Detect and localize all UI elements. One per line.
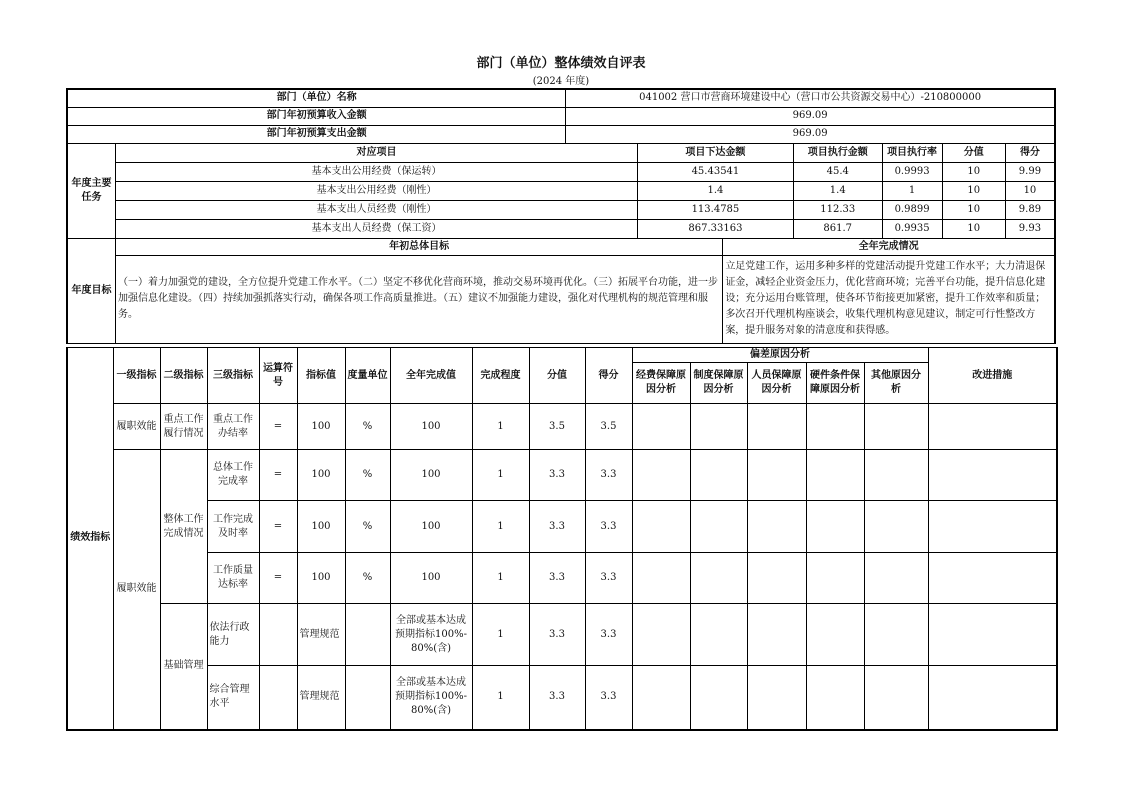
indicator-unit: % [345,501,390,553]
hardware-reason-cell [806,666,864,730]
task-rate: 0.9993 [882,162,942,181]
goals-target-text: （一）着力加强党的建设，全方位提升党建工作水平。（二）坚定不移优化营商环境，推动交易环境再优化。（三）拓展平台功能，进一步加强信息化建设。（四）持续加强抓落实行动，确保各项工作高质量推进。（五）建议不加强能力建设，强化对代理机构的规范管理和服务。 [116,255,723,343]
other-reason-cell [864,404,928,450]
indicator-score-value: 3.3 [529,501,585,553]
indicator-degree: 1 [472,501,529,553]
task-score-value: 10 [942,162,1005,181]
indicator-unit: % [345,404,390,450]
indicator-actual: 100 [390,450,472,501]
other-reason-cell [864,553,928,604]
other-reason-cell [864,666,928,730]
indicator-level2: 基础管理 [160,604,207,730]
hardware-reason-cell [806,501,864,553]
indicator-operator: = [259,450,297,501]
staff-reason-cell [747,553,806,604]
fund-reason-cell [632,553,690,604]
task-score-value: 10 [942,219,1005,238]
task-executed: 45.4 [793,162,882,181]
col-degree: 完成程度 [472,348,529,404]
goals-section-label: 年度目标 [67,238,116,343]
indicator-score: 3.3 [585,450,632,501]
indicator-level3: 重点工作办结率 [207,404,259,450]
indicator-level2: 重点工作履行情况 [160,404,207,450]
other-reason-cell [864,450,928,501]
col-staff-reason: 人员保障原因分析 [747,363,806,404]
indicator-level3: 总体工作完成率 [207,450,259,501]
col-improve: 改进措施 [928,348,1057,404]
hardware-reason-cell [806,604,864,666]
indicator-score-value: 3.5 [529,404,585,450]
indicator-level3: 工作完成及时率 [207,501,259,553]
indicator-row [67,604,1057,666]
indicator-actual: 全部或基本达成预期指标100%-80%(含) [390,666,472,730]
tasks-col-allocated: 项目下达金额 [637,143,793,162]
improve-cell [928,450,1057,501]
system-reason-cell [690,553,747,604]
fund-reason-cell [632,666,690,730]
col-deviation: 偏差原因分析 [632,348,928,363]
indicator-actual: 100 [390,404,472,450]
indicator-score-value: 3.3 [529,450,585,501]
improve-cell [928,501,1057,553]
indicator-target: 100 [297,404,345,450]
unit-name-value: 041002 营口市营商环境建设中心（营口市公共资源交易中心）-210800000 [566,89,1055,107]
col-level1: 一级指标 [113,348,160,404]
indicator-actual: 全部或基本达成预期指标100%-80%(含) [390,604,472,666]
indicator-degree: 1 [472,450,529,501]
indicator-level3: 依法行政能力 [207,604,259,666]
col-target: 指标值 [297,348,345,404]
summary-table [66,88,1056,344]
other-reason-cell [864,604,928,666]
staff-reason-cell [747,604,806,666]
goals-completion-header: 全年完成情况 [723,238,1055,255]
improve-cell [928,666,1057,730]
staff-reason-cell [747,501,806,553]
indicator-row [67,666,1057,730]
col-level3: 三级指标 [207,348,259,404]
col-fund-reason: 经费保障原因分析 [632,363,690,404]
system-reason-cell [690,666,747,730]
indicator-score-value: 3.3 [529,604,585,666]
indicator-score-value: 3.3 [529,666,585,730]
task-project: 基本支出公用经费（保运转） [116,162,638,181]
other-reason-cell [864,501,928,553]
tasks-col-rate: 项目执行率 [882,143,942,162]
page-subtitle: (2024 年度) [532,76,590,87]
unit-name-label: 部门（单位）名称 [67,89,566,107]
col-hardware-reason: 硬件条件保障原因分析 [806,363,864,404]
indicators-table [66,347,1058,731]
indicator-level1: 履职效能 [113,450,160,730]
indicator-operator: = [259,404,297,450]
expense-value: 969.09 [566,125,1055,143]
col-unit: 度量单位 [345,348,390,404]
col-level2: 二级指标 [160,348,207,404]
indicator-actual: 100 [390,553,472,604]
col-system-reason: 制度保障原因分析 [690,363,747,404]
system-reason-cell [690,450,747,501]
col-score-value: 分值 [529,348,585,404]
indicator-operator: = [259,501,297,553]
task-row [67,162,1055,181]
indicator-degree: 1 [472,404,529,450]
task-allocated: 45.43541 [637,162,793,181]
task-executed: 1.4 [793,181,882,200]
task-executed: 861.7 [793,219,882,238]
tasks-col-project: 对应项目 [116,143,638,162]
income-value: 969.09 [566,107,1055,125]
indicator-level1: 履职效能 [113,404,160,450]
fund-reason-cell [632,604,690,666]
indicator-score: 3.5 [585,404,632,450]
task-score-value: 10 [942,181,1005,200]
indicator-actual: 100 [390,501,472,553]
task-score: 9.93 [1005,219,1055,238]
tasks-section-label: 年度主要任务 [67,143,116,238]
improve-cell [928,404,1057,450]
indicator-target: 100 [297,501,345,553]
system-reason-cell [690,404,747,450]
indicator-unit: % [345,553,390,604]
indicator-operator [259,666,297,730]
task-row [67,219,1055,238]
indicator-score: 3.3 [585,604,632,666]
goals-target-header: 年初总体目标 [116,238,723,255]
indicator-score-value: 3.3 [529,553,585,604]
indicator-score: 3.3 [585,553,632,604]
hardware-reason-cell [806,404,864,450]
indicator-operator: = [259,553,297,604]
task-executed: 112.33 [793,200,882,219]
task-allocated: 113.4785 [637,200,793,219]
task-score: 9.99 [1005,162,1055,181]
task-row [67,181,1055,200]
indicator-level2: 整体工作完成情况 [160,450,207,604]
tasks-col-executed: 项目执行金额 [793,143,882,162]
task-rate: 0.9935 [882,219,942,238]
indicator-level3: 综合管理水平 [207,666,259,730]
staff-reason-cell [747,404,806,450]
staff-reason-cell [747,450,806,501]
task-score: 10 [1005,181,1055,200]
col-actual: 全年完成值 [390,348,472,404]
task-project: 基本支出人员经费（保工资） [116,219,638,238]
indicator-row [67,553,1057,604]
indicator-score: 3.3 [585,501,632,553]
indicator-row [67,501,1057,553]
indicator-target: 管理规范 [297,604,345,666]
task-rate: 1 [882,181,942,200]
task-score-value: 10 [942,200,1005,219]
task-project: 基本支出公用经费（刚性） [116,181,638,200]
col-other-reason: 其他原因分析 [864,363,928,404]
task-score: 9.89 [1005,200,1055,219]
fund-reason-cell [632,501,690,553]
indicator-degree: 1 [472,666,529,730]
indicator-operator [259,604,297,666]
tasks-col-score: 得分 [1005,143,1055,162]
indicator-level3: 工作质量达标率 [207,553,259,604]
improve-cell [928,553,1057,604]
indicator-unit: % [345,450,390,501]
task-rate: 0.9899 [882,200,942,219]
staff-reason-cell [747,666,806,730]
col-operator: 运算符号 [259,348,297,404]
system-reason-cell [690,501,747,553]
indicator-unit [345,604,390,666]
indicator-target: 管理规范 [297,666,345,730]
fund-reason-cell [632,404,690,450]
fund-reason-cell [632,450,690,501]
task-project: 基本支出人员经费（刚性） [116,200,638,219]
indicator-row [67,404,1057,450]
income-label: 部门年初预算收入金额 [67,107,566,125]
indicator-unit [345,666,390,730]
indicator-target: 100 [297,553,345,604]
indicators-section-label: 绩效指标 [67,348,113,730]
indicator-target: 100 [297,450,345,501]
task-row [67,200,1055,219]
indicator-degree: 1 [472,604,529,666]
col-score: 得分 [585,348,632,404]
hardware-reason-cell [806,553,864,604]
page-title: 部门（单位）整体绩效自评表 [476,56,646,71]
task-allocated: 867.33163 [637,219,793,238]
improve-cell [928,604,1057,666]
indicator-score: 3.3 [585,666,632,730]
expense-label: 部门年初预算支出金额 [67,125,566,143]
system-reason-cell [690,604,747,666]
hardware-reason-cell [806,450,864,501]
goals-completion-text: 立足党建工作，运用多种多样的党建活动提升党建工作水平；大力清退保证金，减轻企业资金压力，优化营商环境；完善平台功能，提升信息化建设；充分运用台账管理，使各环节衔接更加紧密，提升工作效率和质量；多次召开代理机构座谈会，收集代理机构意见建议，制定可行性整改方案，提升服务对象的清意度和获得感。 [723,255,1055,343]
indicator-row [67,450,1057,501]
indicator-degree: 1 [472,553,529,604]
tasks-col-score-value: 分值 [942,143,1005,162]
task-allocated: 1.4 [637,181,793,200]
